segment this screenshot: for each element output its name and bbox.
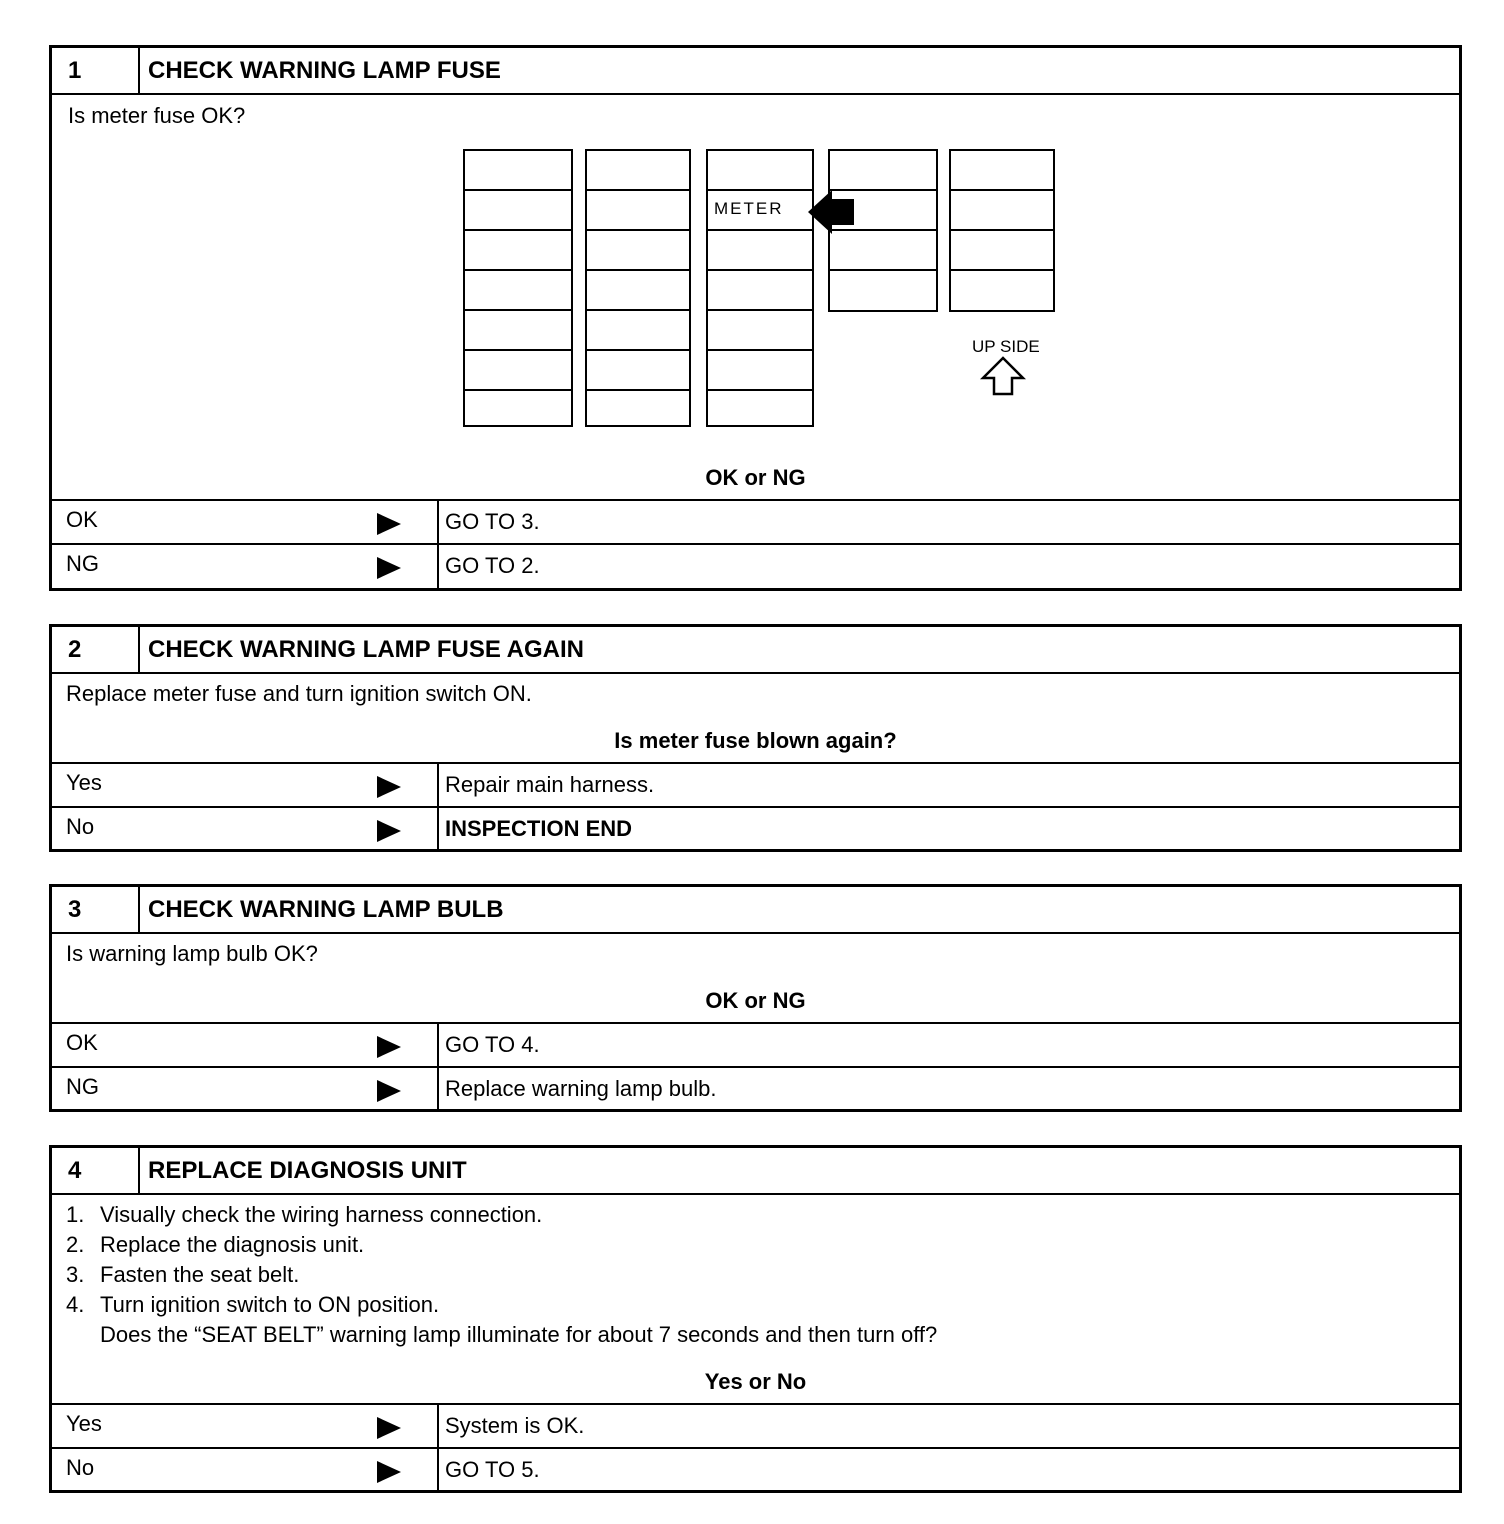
up-arrow-icon — [980, 356, 1026, 396]
triangle-arrow-icon — [377, 1417, 401, 1439]
list-item: 4. Turn ignition switch to ON position. — [66, 1292, 440, 1317]
outcome-label: No — [66, 814, 95, 839]
outcome-result: GO TO 5. — [445, 1457, 540, 1482]
step-prompt: Is warning lamp bulb OK? — [66, 941, 318, 966]
outcome-label: Yes — [66, 1411, 102, 1436]
outcome-label: OK — [66, 507, 98, 532]
outcome-result: INSPECTION END — [445, 816, 633, 841]
outcome-row — [52, 1447, 1459, 1492]
outcome-result: System is OK. — [445, 1413, 585, 1438]
outcome-label: NG — [66, 551, 99, 576]
outcome-row — [52, 1403, 1459, 1448]
step-question: OK or NG — [705, 465, 806, 490]
triangle-arrow-icon — [377, 820, 401, 842]
pointer-arrow-icon — [808, 190, 856, 234]
step-header — [52, 627, 1459, 674]
step-2-box — [49, 624, 1462, 852]
outcome-label: Yes — [66, 770, 102, 795]
step-4-box — [49, 1145, 1462, 1493]
step-question: Yes or No — [704, 1369, 807, 1394]
fuse-column — [585, 149, 691, 427]
outcome-label: NG — [66, 1074, 99, 1099]
step-title: CHECK WARNING LAMP FUSE — [148, 57, 501, 84]
outcome-result: GO TO 4. — [445, 1032, 540, 1057]
fuse-column — [949, 149, 1055, 312]
outcome-row — [52, 806, 1459, 851]
step-header — [52, 887, 1459, 934]
outcome-row — [52, 543, 1459, 588]
outcome-row — [52, 762, 1459, 807]
outcome-result: GO TO 2. — [445, 553, 540, 578]
step-question: OK or NG — [705, 988, 806, 1013]
triangle-arrow-icon — [377, 1080, 401, 1102]
triangle-arrow-icon — [377, 776, 401, 798]
step-3-box — [49, 884, 1462, 1112]
triangle-arrow-icon — [377, 557, 401, 579]
meter-fuse-label: METER — [714, 199, 784, 218]
step-header — [52, 48, 1459, 95]
step-title: CHECK WARNING LAMP BULB — [148, 896, 504, 923]
step-title: REPLACE DIAGNOSIS UNIT — [148, 1157, 467, 1184]
step-1-box — [49, 45, 1462, 591]
step-title: CHECK WARNING LAMP FUSE AGAIN — [148, 636, 585, 663]
step-number: 1 — [52, 48, 140, 93]
list-item: 3. Fasten the seat belt. — [66, 1262, 300, 1287]
outcome-label: OK — [66, 1030, 98, 1055]
outcome-result: GO TO 3. — [445, 509, 540, 534]
outcome-result: Repair main harness. — [445, 772, 655, 797]
outcome-row — [52, 499, 1459, 544]
step-prompt: Replace meter fuse and turn ignition switch ON. — [66, 681, 532, 706]
instruction-list — [66, 1200, 937, 1350]
fuse-column — [706, 149, 814, 427]
step-number: 2 — [52, 627, 140, 672]
step-number: 4 — [52, 1148, 140, 1193]
outcome-label: No — [66, 1455, 95, 1480]
triangle-arrow-icon — [377, 1036, 401, 1058]
outcome-row — [52, 1066, 1459, 1111]
step-number: 3 — [52, 887, 140, 932]
step-prompt: Is meter fuse OK? — [68, 103, 246, 128]
outcome-result: Replace warning lamp bulb. — [445, 1076, 717, 1101]
step-header — [52, 1148, 1459, 1195]
list-item: 1. Visually check the wiring harness connection. — [66, 1202, 543, 1227]
triangle-arrow-icon — [377, 513, 401, 535]
step-question: Is meter fuse blown again? — [614, 728, 897, 753]
up-side-label: UP SIDE — [972, 337, 1040, 356]
fuse-column — [463, 149, 573, 427]
outcome-row — [52, 1022, 1459, 1067]
followup-question: Does the “SEAT BELT” warning lamp illuminate for about 7 seconds and then turn off? — [100, 1322, 938, 1347]
triangle-arrow-icon — [377, 1461, 401, 1483]
list-item: 2. Replace the diagnosis unit. — [66, 1232, 365, 1257]
